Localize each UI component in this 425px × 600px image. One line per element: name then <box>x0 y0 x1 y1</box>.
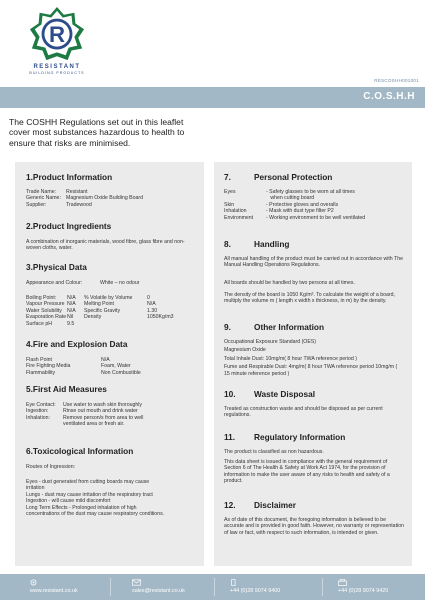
row-value: Foam, Water <box>101 363 131 370</box>
left-column <box>15 162 204 566</box>
cell: Boiling Point: <box>26 295 57 301</box>
row-value: Magnesium Oxide Building Board <box>66 195 143 202</box>
toxicology-list <box>26 479 201 517</box>
intro-text: The COSHH Regulations set out in this leaflet cover most substances hazardous to health to ensure that risks are minimised. <box>9 117 185 148</box>
section-title-text: Handling <box>254 239 290 249</box>
list-item: Lungs - dust may cause irritation of the respiratory tract <box>26 491 153 498</box>
row-label: Trade Name: <box>26 189 57 195</box>
regulatory-paragraph-1: The product is classified as non hazardous. <box>224 449 324 455</box>
row-label: Inhalation: <box>26 414 50 421</box>
waste-disposal-text: Treated as construction waste and should be disposed as per current regulations. <box>224 406 383 419</box>
section-first-aid-title: 5.First Aid Measures <box>26 384 107 394</box>
list-item: irritation <box>26 485 45 492</box>
ingredients-text: A combination of inorganic materials, wood fibre, glass fibre and non-woven cloths, water. <box>26 239 185 252</box>
cell: N/A <box>67 307 76 314</box>
table-row <box>26 202 143 208</box>
row-value: Use water to wash skin thoroughly <box>63 402 143 408</box>
cell: 1050Kg/m3 <box>147 314 174 321</box>
cell: Evaporation Rate <box>26 314 67 321</box>
row-label: Flammability <box>26 369 56 376</box>
contact-footer <box>0 574 425 600</box>
section-fire-explosion-title: 4.Fire and Explosion Data <box>26 339 128 349</box>
footer-divider <box>110 578 111 596</box>
cell: 9.5 <box>67 320 75 327</box>
cell: N/A <box>67 295 76 301</box>
brand-name: RESISTANT <box>33 64 81 70</box>
row-label: Ingestion: <box>26 408 49 415</box>
protection-table <box>224 189 365 221</box>
row-label: Inhalation <box>224 208 247 215</box>
phone-icon <box>230 579 242 586</box>
table-row <box>26 370 141 376</box>
other-information-text <box>224 339 404 377</box>
fax-number: +44 (0)28 9074 9420 <box>338 588 389 594</box>
fire-data-table <box>26 357 141 376</box>
page-title: C.O.S.H.H <box>363 91 415 102</box>
section-number: 9. <box>224 322 231 332</box>
appearance-row <box>26 280 140 286</box>
row-value: - Safety glasses to be worn at all times <box>266 189 355 195</box>
product-information-table <box>26 189 143 208</box>
cell: Surface pH <box>26 320 52 327</box>
section-number: 7. <box>224 172 231 182</box>
section-title-text: Disclaimer <box>254 500 296 510</box>
row-label: Generic Name: <box>26 195 61 202</box>
footer-divider <box>214 578 215 596</box>
physical-data-table <box>26 295 174 327</box>
section-personal-protection-title <box>224 172 332 182</box>
substance-label: Magnesium Oxide <box>224 347 266 354</box>
section-title-text: Personal Protection <box>254 172 333 182</box>
section-number: 10. <box>224 389 236 399</box>
row-label: Eyes <box>224 189 236 195</box>
oes-label: Occupational Exposure Standard (OES) <box>224 339 316 345</box>
cell: Nil <box>67 314 74 321</box>
section-regulatory-title <box>224 432 345 442</box>
row-label: Fire Fighting Media <box>26 363 71 370</box>
email-link[interactable]: sales@resistant.co.uk <box>132 588 185 594</box>
document-code: RESCOSHH001001 <box>374 78 419 83</box>
row-label: Environment <box>224 214 254 221</box>
section-title-text: Other Information <box>254 322 325 332</box>
section-number: 8. <box>224 239 231 249</box>
section-disclaimer-title <box>224 500 296 510</box>
list-item: concentrations of the dust may cause respiratory conditions. <box>26 511 165 518</box>
section-handling-title <box>224 239 290 249</box>
row-label: Skin <box>224 201 235 208</box>
row-label: Flash Point <box>26 357 52 363</box>
section-other-information-title <box>224 322 324 332</box>
routes-label: Routes of Ingression: <box>26 464 76 470</box>
cell: Specific Gravity <box>84 307 121 314</box>
footer-email[interactable] <box>132 574 212 600</box>
svg-text:R: R <box>48 21 66 47</box>
cell: % Volatile by Volume <box>84 295 133 301</box>
handling-paragraph-3: The density of the board is 1050 Kg/m³. To calculate the weight of a board, multiply the volume m ( length x width x thickness, in m) by the density. <box>224 292 395 305</box>
respirable-dust-limit: Fume and Respirable Dust: 4mg/m( 8 hour TWA reference period 10mg/m ( 15 minute reference period ) <box>224 364 398 377</box>
list-item: Long Term Effects - Prolonged inhalation of high <box>26 504 137 511</box>
list-item: Ingestion - will cause mild discomfort <box>26 498 111 505</box>
first-aid-table <box>26 402 143 428</box>
cell: Melting Point <box>84 301 114 308</box>
cell <box>84 321 147 327</box>
row-value: - Protective gloves and overalls <box>266 201 339 208</box>
right-column <box>214 162 412 566</box>
row-value: Rinse out mouth and drink water <box>63 408 138 415</box>
row-label: Eye Contact: <box>26 402 56 408</box>
disclaimer-text: As of date of this document, the foregoing information is believed to be accurate and is provided in good faith. However, no warranty or representation of law or fact, with respect to such information, is intended or given. <box>224 517 404 536</box>
inhale-dust-limit: Total Inhale Dust: 10mg/m( 8 hour TWA reference period ) <box>224 355 357 362</box>
handling-paragraph-1: All manual handling of the product must be carried out in accordance with The Manual Handling Operations Regulations. <box>224 256 403 269</box>
footer-fax <box>338 574 418 600</box>
row-label <box>26 421 63 427</box>
row-value: - Working environment to be well ventilated <box>266 214 366 221</box>
email-icon <box>132 579 144 586</box>
row-value: N/A <box>101 357 110 363</box>
brand-block <box>6 64 108 75</box>
brand-subtitle: BUILDING PRODUCTS <box>29 71 85 75</box>
website-icon <box>30 579 42 586</box>
footer-divider <box>322 578 323 596</box>
section-product-ingredients-title: 2.Product Ingredients <box>26 221 112 231</box>
row-value: Remove person/s from area to well <box>63 414 144 421</box>
appearance-label: Appearance and Colour: <box>26 280 83 286</box>
section-title-text: Regulatory Information <box>254 432 346 442</box>
cell: Vapour Pressure <box>26 301 65 308</box>
section-number: 11. <box>224 432 236 442</box>
cell: Water Solubility <box>26 307 62 314</box>
phone-number: +44 (0)28 9074 9400 <box>230 588 281 594</box>
section-toxicological-title: 6.Toxicological Information <box>26 446 134 456</box>
handling-paragraph-2: All boards should be handled by two persons at all times. <box>224 280 355 286</box>
footer-phone <box>230 574 310 600</box>
footer-website[interactable] <box>30 574 110 600</box>
cell: 0 <box>147 295 150 301</box>
appearance-value: White – no odour <box>100 280 140 286</box>
section-product-information-title: 1.Product Information <box>26 172 113 182</box>
table-row <box>26 421 143 427</box>
cell: N/A <box>147 301 156 308</box>
row-label: Supplier: <box>26 201 47 208</box>
cell: Density <box>84 314 102 321</box>
cell: 1.30 <box>147 307 158 314</box>
title-banner <box>0 87 425 108</box>
table-row <box>224 215 365 221</box>
fax-icon <box>338 579 350 586</box>
row-value: Tradewood <box>66 201 92 208</box>
section-title-text: Waste Disposal <box>254 389 316 399</box>
row-value: Non Combustible <box>101 369 141 376</box>
list-item: Eyes - dust generated from cutting boards may cause <box>26 479 150 485</box>
website-link[interactable]: www.resistant.co.uk <box>30 588 78 594</box>
section-physical-data-title: 3.Physical Data <box>26 262 87 272</box>
row-value: Resistant <box>66 189 88 195</box>
resistant-logo-icon <box>28 6 86 64</box>
table-row <box>26 321 174 327</box>
regulatory-paragraph-2: This data sheet is issued in compliance with the general requirement of Section 6 of The Health & Safety at Work Act 1974, for the provision of information to make the user aware of any risks to health and safety of a product. <box>224 459 390 485</box>
section-waste-disposal-title <box>224 389 315 399</box>
row-value: - Mask with dust type filter P2 <box>266 208 334 215</box>
cell: N/A <box>67 301 76 308</box>
section-number: 12. <box>224 500 236 510</box>
row-value: ventilated area or fresh air. <box>63 421 125 428</box>
row-value: when cutting board <box>266 195 315 202</box>
